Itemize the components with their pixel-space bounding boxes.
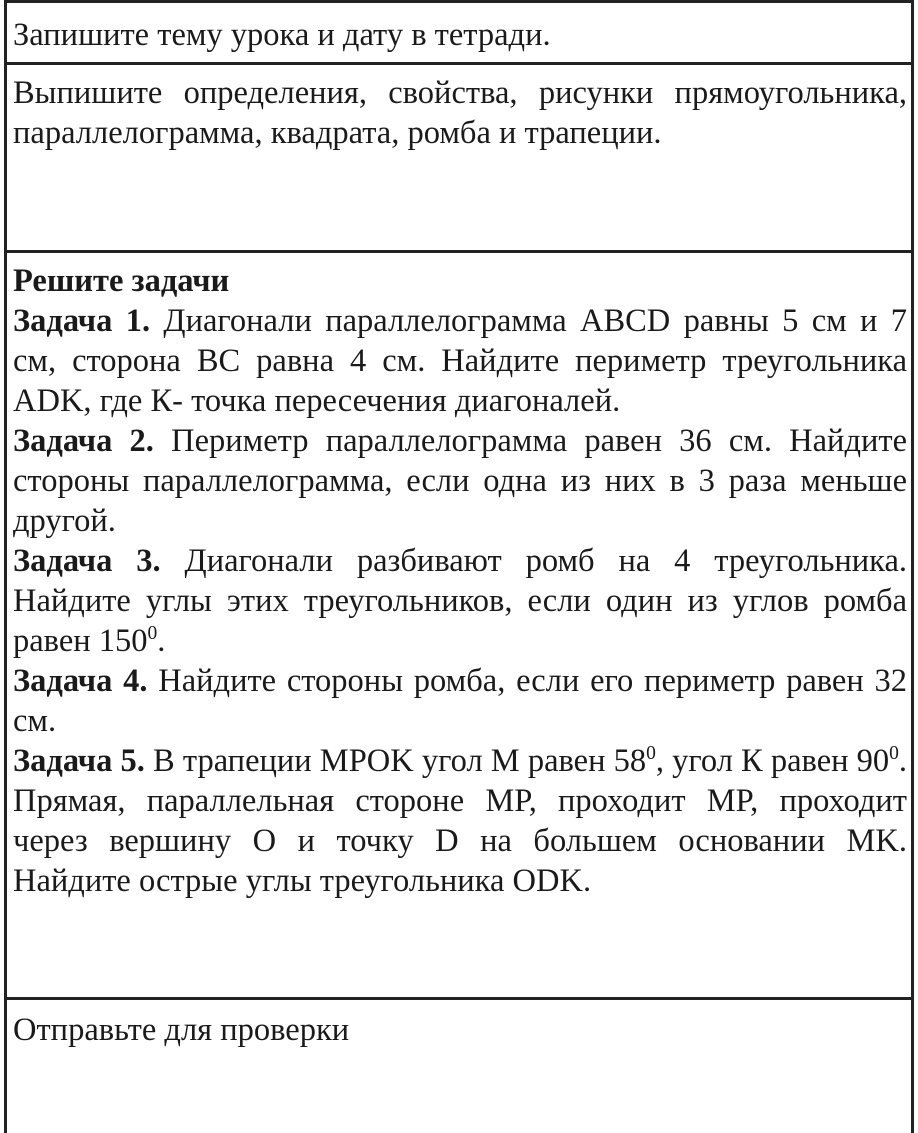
task-2-text: Периметр параллелограмма равен 36 см. Найдите стороны параллелограмма, если одна из них в 3 раза меньше другой.	[13, 423, 907, 539]
task-5-text-part2: , угол К равен 90	[655, 743, 890, 779]
task-5-degree-2: 0	[889, 743, 899, 765]
row-submit	[7, 997, 911, 1133]
submit-instruction: Отправьте для проверки	[13, 1012, 350, 1048]
task-5-text-part3: . Прямая, параллельная стороне MP, проходит MP, проходит через вершину O и точку D на большем основании MK. Найдите острые углы треугольника ODK.	[13, 743, 908, 899]
tasks-heading: Решите задачи	[13, 263, 230, 299]
row-definitions	[7, 62, 911, 250]
row-lesson-topic	[7, 0, 911, 62]
task-2	[13, 421, 907, 541]
task-4-text: Найдите стороны ромба, если его периметр равен 32 см.	[13, 663, 907, 739]
lesson-topic-instruction: Запишите тему урока и дату в тетради.	[13, 17, 551, 53]
task-4-label: Задача 4.	[13, 663, 148, 699]
task-5-text-part1: В трапеции MPOK угол M равен 58	[153, 743, 647, 779]
task-3-label: Задача 3.	[13, 543, 161, 579]
task-1-text: Диагонали параллелограмма ABCD равны 5 см и 7 см, сторона BC равна 4 см. Найдите периметр треугольника ADK, где К- точка пересечения диагоналей.	[13, 303, 908, 419]
definitions-instruction: Выпишите определения, свойства, рисунки прямоугольника, параллелограмма, квадрата, ромба и трапеции.	[13, 75, 907, 151]
task-3	[13, 541, 907, 661]
task-3-text-end: .	[157, 623, 166, 659]
task-3-degree: 0	[147, 623, 158, 645]
row-tasks	[7, 250, 911, 997]
task-1	[13, 301, 907, 421]
assignment-table	[4, 0, 914, 1133]
task-5-label: Задача 5.	[13, 743, 145, 779]
task-1-label: Задача 1.	[13, 303, 151, 339]
task-5-degree-1: 0	[646, 743, 656, 765]
task-4	[13, 661, 907, 741]
task-5	[13, 741, 907, 901]
task-2-label: Задача 2.	[13, 423, 154, 459]
task-3-text: Диагонали разбивают ромб на 4 треугольника. Найдите углы этих треугольников, если один из углов ромба равен 150	[13, 543, 908, 659]
